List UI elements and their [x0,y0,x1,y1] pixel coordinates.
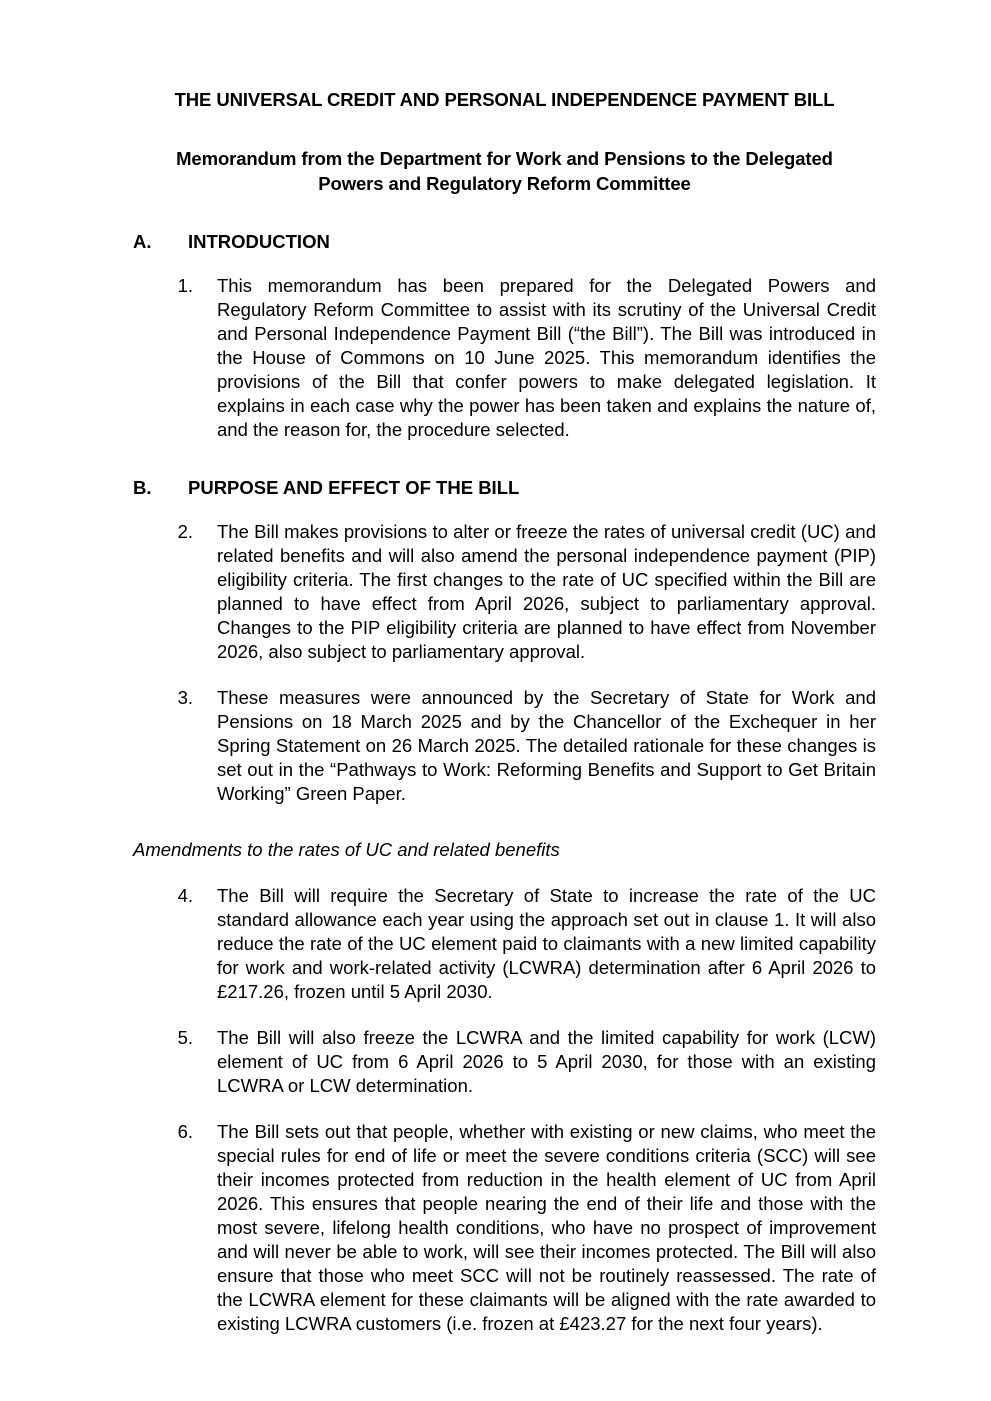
paragraph-group-amendments [133,862,876,1336]
paragraph-number: 1. [177,275,193,296]
paragraph-item [133,862,876,1004]
section-heading-introduction [133,196,876,254]
document-content [133,0,876,1336]
section-heading-purpose-and-effect [133,442,876,500]
paragraph-item [133,500,876,664]
paragraph-group-introduction [133,254,876,442]
section-title-introduction: INTRODUCTION [188,231,330,252]
subheading-amendments: Amendments to the rates of UC and related benefits [133,839,560,860]
paragraph-text: This memorandum has been prepared for the Delegated Powers and Regulatory Reform Committee to assist with its scrutiny of the Universal Credit and Personal Independence Payment Bill (“the Bill”). The Bill was introduced in the House of Commons on 10 June 2025. This memorandum identifies the provisions of the Bill that confer powers to make delegated legislation. It explains in each case why the power has been taken and explains the nature of, and the reason for, the procedure selected. [217,275,876,440]
document-subtitle: Memorandum from the Department for Work and Pensions to the Delegated Powers and Regulatory Reform Committee [176,148,833,194]
paragraph-text: The Bill will require the Secretary of State to increase the rate of the UC standard allowance each year using the approach set out in clause 1. It will also reduce the rate of the UC element paid to claimants with a new limited capability for work and work-related activity (LCWRA) determination after 6 April 2026 to £217.26, frozen until 5 April 2030. [217,885,876,1002]
paragraph-number: 4. [177,885,193,906]
paragraph-item [133,254,876,442]
section-title-purpose-and-effect: PURPOSE AND EFFECT OF THE BILL [188,477,520,498]
section-letter-a: A. [133,231,152,252]
paragraph-text: These measures were announced by the Secretary of State for Work and Pensions on 18 March 2025 and by the Chancellor of the Exchequer in her Spring Statement on 26 March 2025. The detailed rationale for these changes is set out in the “Pathways to Work: Reforming Benefits and Support to Get Britain Working” Green Paper. [217,687,876,804]
paragraph-group-purpose [133,500,876,806]
document-title: THE UNIVERSAL CREDIT AND PERSONAL INDEPENDENCE PAYMENT BILL [174,89,835,110]
paragraph-number: 6. [177,1121,193,1142]
paragraph-number: 5. [177,1027,193,1048]
paragraph-item [133,1098,876,1336]
paragraph-number: 2. [177,521,193,542]
paragraph-text: The Bill sets out that people, whether with existing or new claims, who meet the special rules for end of life or meet the severe conditions criteria (SCC) will see their incomes protected from reduction in the health element of UC from April 2026. This ensures that people nearing the end of their life and those with the most severe, lifelong health conditions, who have no prospect of improvement and will never be able to work, will see their incomes protected. The Bill will also ensure that those who meet SCC will not be routinely reassessed. The rate of the LCWRA element for these claimants will be aligned with the rate awarded to existing LCWRA customers (i.e. frozen at £423.27 for the next four years). [217,1121,876,1334]
paragraph-number: 3. [177,687,193,708]
paragraph-text: The Bill will also freeze the LCWRA and the limited capability for work (LCW) element of UC from 6 April 2026 to 5 April 2030, for those with an existing LCWRA or LCW determination. [217,1027,876,1096]
paragraph-item [133,664,876,806]
paragraph-item [133,1004,876,1098]
section-letter-b: B. [133,477,152,498]
paragraph-text: The Bill makes provisions to alter or freeze the rates of universal credit (UC) and related benefits and will also amend the personal independence payment (PIP) eligibility criteria. The first changes to the rate of UC specified within the Bill are planned to have effect from April 2026, subject to parliamentary approval. Changes to the PIP eligibility criteria are planned to have effect from November 2026, also subject to parliamentary approval. [217,521,876,662]
